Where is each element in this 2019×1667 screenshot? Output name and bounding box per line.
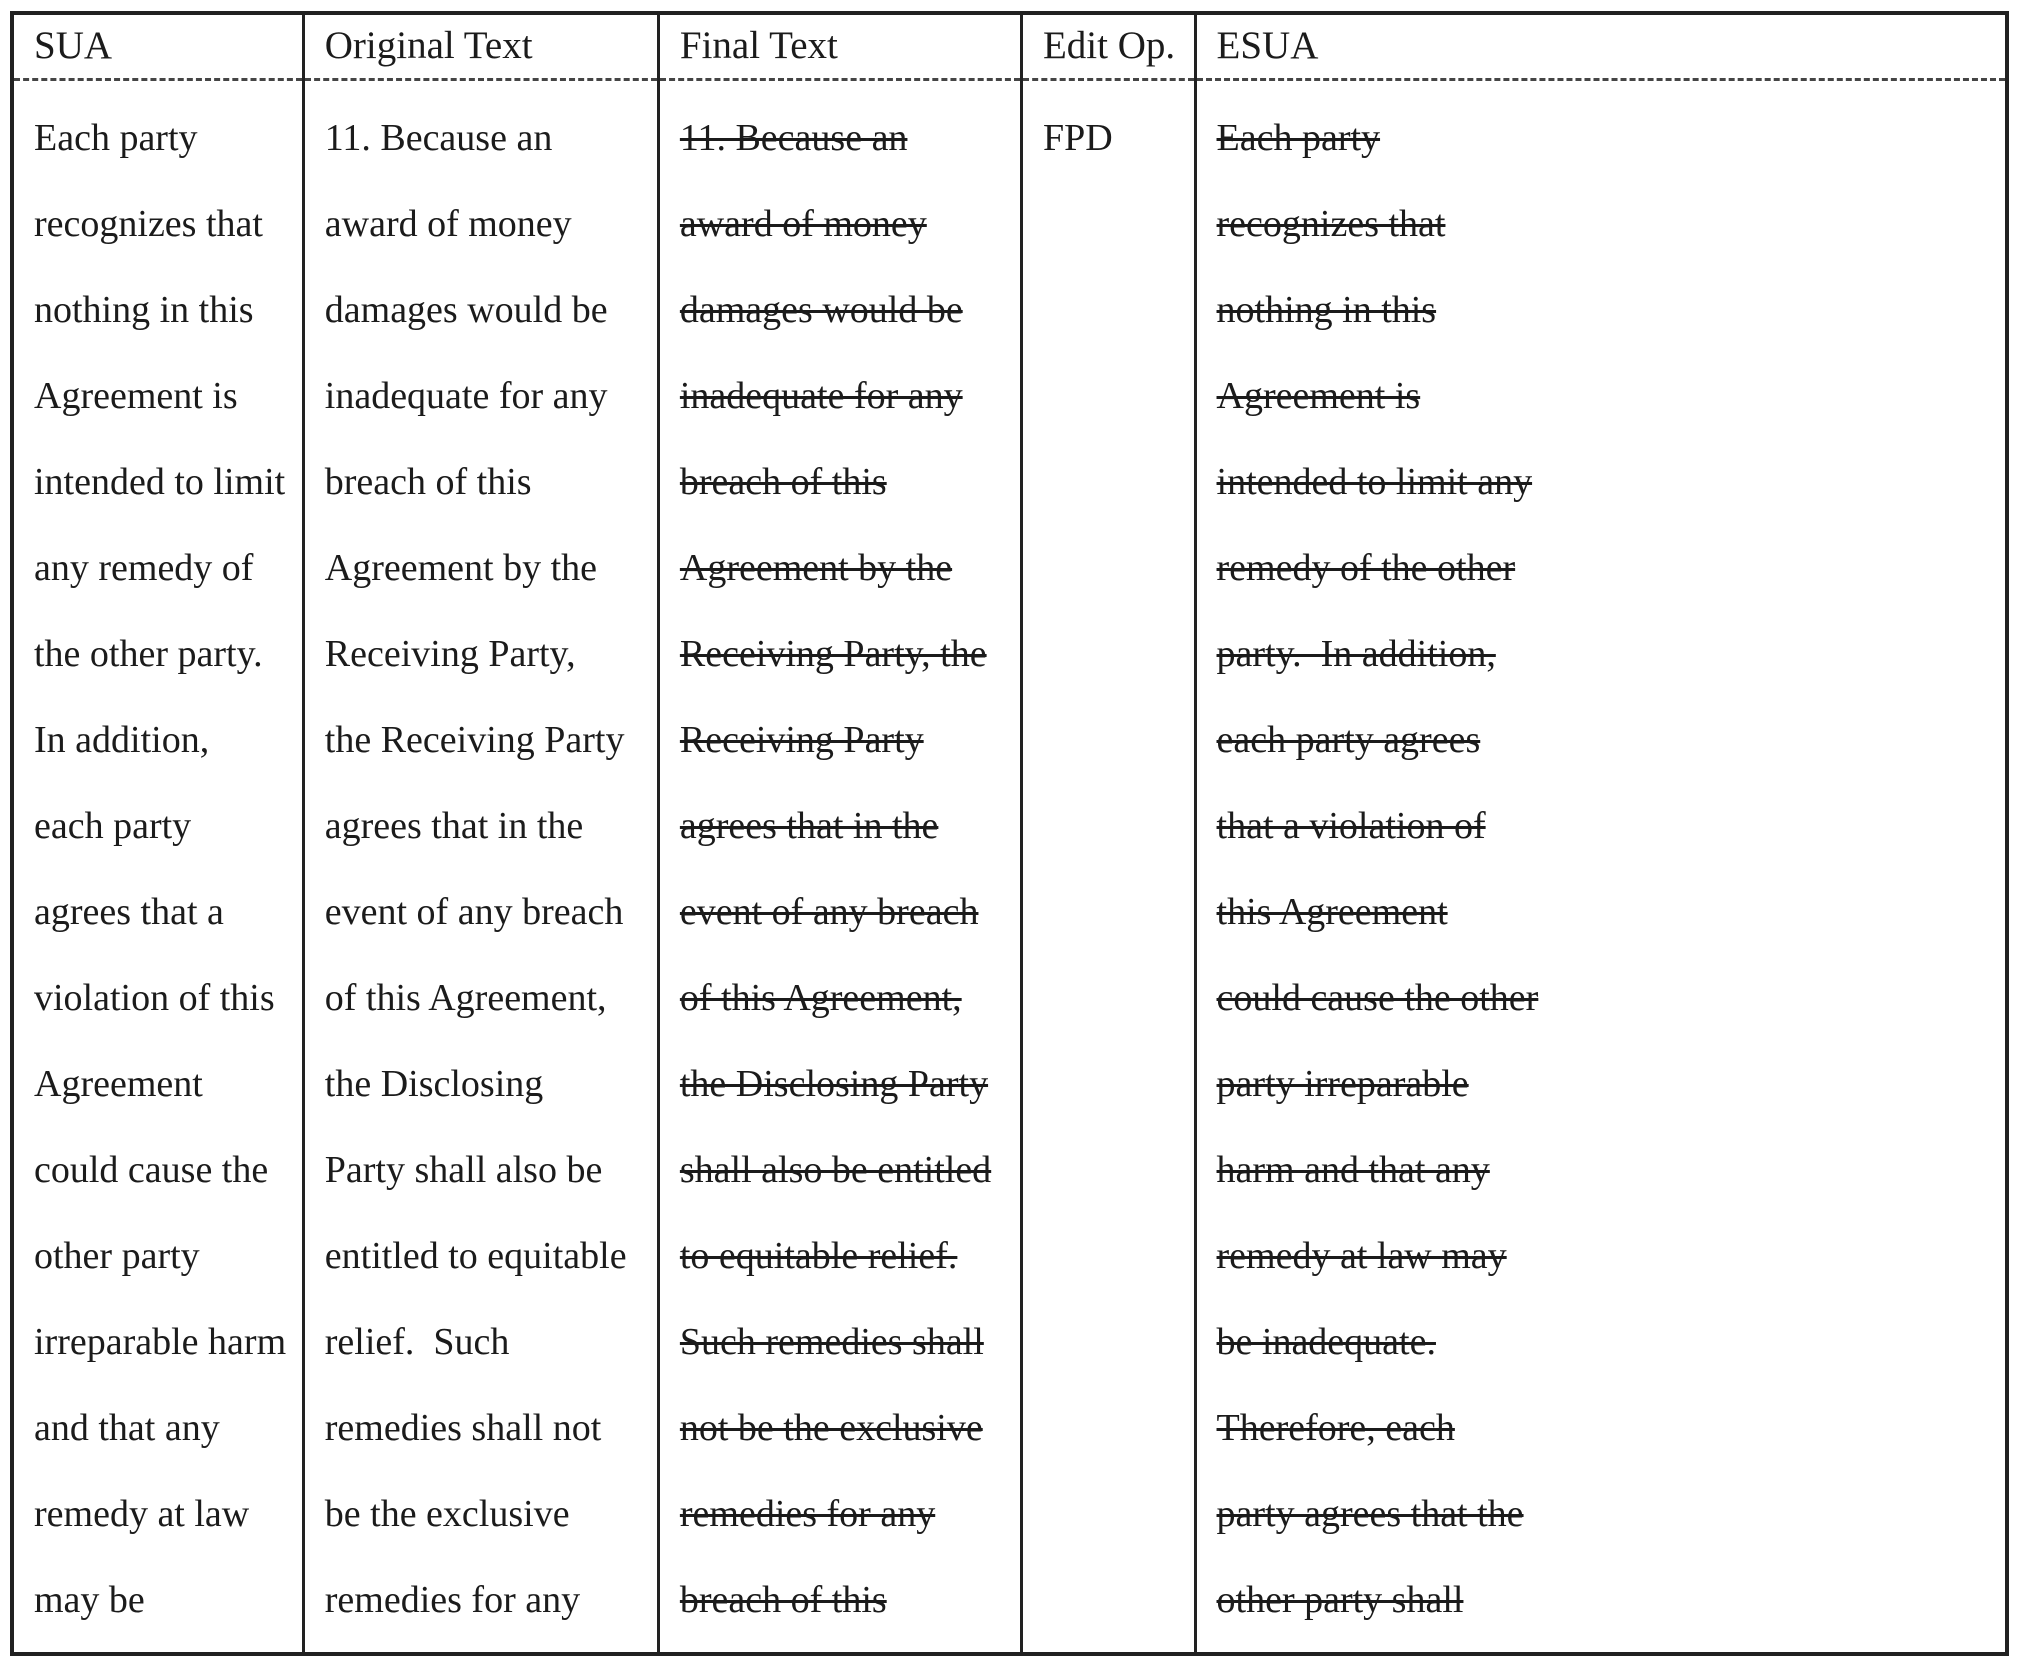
text-line: remedies for any xyxy=(679,1492,936,1535)
text-line: intended to limit any xyxy=(1216,460,1533,503)
header-final-text: Final Text xyxy=(658,13,1021,79)
cell-original-text xyxy=(303,79,658,1654)
text-line: breach of this xyxy=(679,1578,887,1621)
text-line: FPD xyxy=(1042,116,1113,159)
text-line: recognizes that xyxy=(1216,202,1446,245)
text-line: breach of this xyxy=(324,460,532,503)
table-row xyxy=(12,79,2007,1654)
text-line: could cause the other xyxy=(1216,976,1539,1019)
text-line: Each party xyxy=(34,116,198,159)
text-line: agrees that in the xyxy=(324,804,584,847)
text-line: Such remedies shall xyxy=(679,1320,984,1363)
text-line: remedy of the other xyxy=(1216,546,1516,589)
text-line: 11. Because an xyxy=(679,116,908,159)
edit-op-code xyxy=(1043,95,1188,181)
text-line: violation of this xyxy=(34,976,275,1019)
text-line: be the exclusive xyxy=(324,1492,570,1535)
text-line: In addition, xyxy=(34,718,210,761)
original-text xyxy=(325,95,651,1643)
text-line: nothing in this xyxy=(1216,288,1437,331)
text-line: other party shall xyxy=(1216,1578,1464,1621)
cell-edit-op xyxy=(1021,79,1195,1654)
header-edit-op: Edit Op. xyxy=(1021,13,1195,79)
text-line: Receiving Party, xyxy=(324,632,576,675)
text-line: relief. Such xyxy=(324,1320,510,1363)
text-line: that a violation of xyxy=(1216,804,1486,847)
text-line: not be the exclusive xyxy=(679,1406,983,1449)
text-line: of this Agreement, xyxy=(324,976,607,1019)
text-line: intended to limit xyxy=(34,460,286,503)
text-line: each party agrees xyxy=(1216,718,1481,761)
text-line: nothing in this xyxy=(34,288,254,331)
text-line: Receiving Party, the xyxy=(679,632,987,675)
text-line: shall also be entitled xyxy=(679,1148,992,1191)
text-line: could cause the xyxy=(34,1148,269,1191)
text-line: 11. Because an xyxy=(324,116,553,159)
text-line: Receiving Party xyxy=(679,718,924,761)
text-line: this Agreement xyxy=(1216,890,1448,933)
text-line: Agreement is xyxy=(1216,374,1421,417)
text-line: award of money xyxy=(324,202,572,245)
text-line: party. In addition, xyxy=(1216,632,1496,675)
text-line: event of any breach xyxy=(324,890,624,933)
text-line: breach of this xyxy=(679,460,887,503)
text-line: irreparable harm xyxy=(34,1320,287,1363)
text-line: Agreement by the xyxy=(324,546,597,589)
text-line: inadequate for any xyxy=(679,374,963,417)
text-line: Therefore, each xyxy=(1216,1406,1455,1449)
text-line: recognizes that xyxy=(34,202,263,245)
text-line: the Disclosing xyxy=(324,1062,544,1105)
edit-operations-table xyxy=(10,11,2009,1656)
text-line: of this Agreement, xyxy=(679,976,962,1019)
cell-final-text xyxy=(658,79,1021,1654)
text-line: damages would be xyxy=(679,288,963,331)
header-sua: SUA xyxy=(12,13,303,79)
text-line: to equitable relief. xyxy=(679,1234,958,1277)
text-line: remedies shall not xyxy=(324,1406,602,1449)
text-line: remedy at law xyxy=(34,1492,250,1535)
text-line: each party xyxy=(34,804,192,847)
cell-esua xyxy=(1195,79,2007,1654)
text-line: Agreement is xyxy=(34,374,238,417)
text-line: agrees that in the xyxy=(679,804,939,847)
text-line: entitled to equitable xyxy=(324,1234,627,1277)
text-line: remedy at law may xyxy=(1216,1234,1507,1277)
text-line: agrees that a xyxy=(34,890,224,933)
text-line: Agreement xyxy=(34,1062,203,1105)
header-esua: ESUA xyxy=(1195,13,2007,79)
text-line: and that any xyxy=(34,1406,220,1449)
text-line: party agrees that the xyxy=(1216,1492,1524,1535)
final-text-strikethrough xyxy=(680,95,1014,1643)
text-line: any remedy of xyxy=(34,546,254,589)
text-line: the Receiving Party xyxy=(324,718,625,761)
cell-sua xyxy=(12,79,303,1654)
text-line: event of any breach xyxy=(679,890,979,933)
text-line: the other party. xyxy=(34,632,263,675)
text-line: other party xyxy=(34,1234,200,1277)
text-line: damages would be xyxy=(324,288,608,331)
text-line: party irreparable xyxy=(1216,1062,1469,1105)
esua-text-strikethrough xyxy=(1217,95,1999,1643)
text-line: inadequate for any xyxy=(324,374,608,417)
text-line: award of money xyxy=(679,202,927,245)
sua-text xyxy=(34,95,296,1643)
text-line: Agreement by the xyxy=(679,546,953,589)
text-line: Party shall also be xyxy=(324,1148,603,1191)
text-line: remedies for any xyxy=(324,1578,581,1621)
header-row xyxy=(12,13,2007,79)
header-original-text: Original Text xyxy=(303,13,658,79)
text-line: the Disclosing Party xyxy=(679,1062,989,1105)
text-line: be inadequate. xyxy=(1216,1320,1436,1363)
text-line: Each party xyxy=(1216,116,1381,159)
text-line: harm and that any xyxy=(1216,1148,1490,1191)
text-line: may be xyxy=(34,1578,145,1621)
